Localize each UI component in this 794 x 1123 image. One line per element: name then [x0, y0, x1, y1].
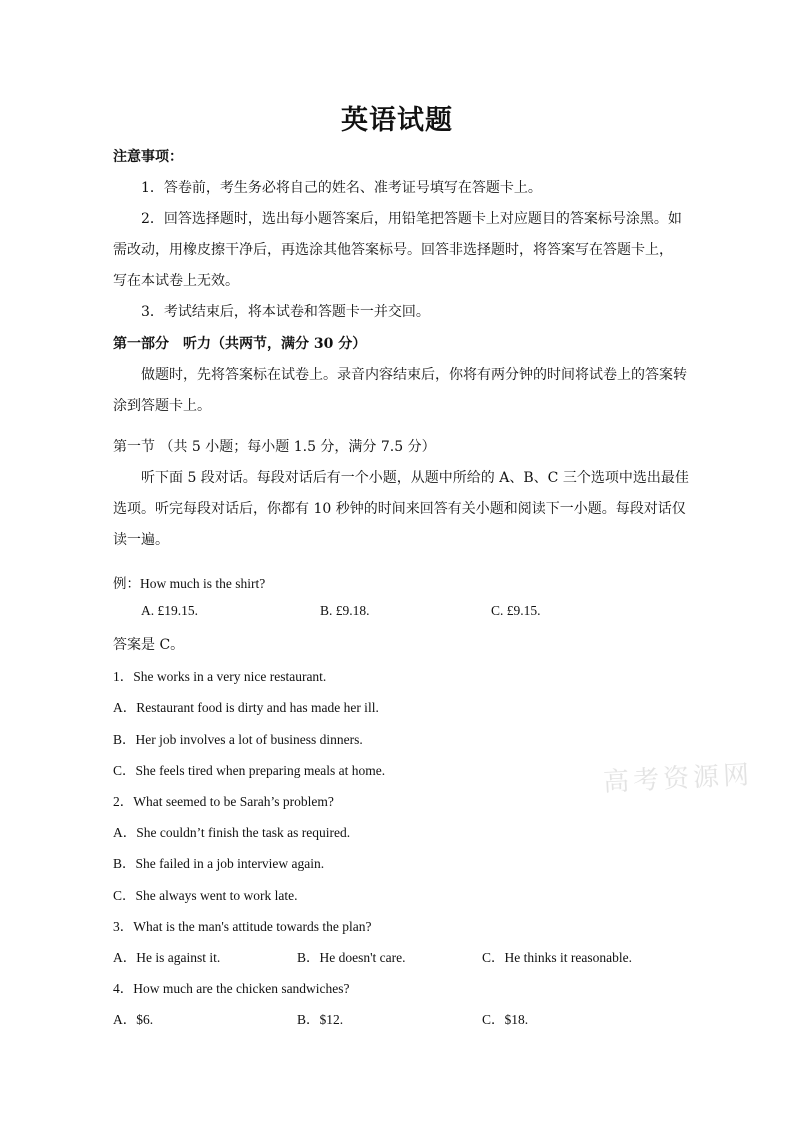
question-1-option-a: A．Restaurant food is dirty and has made her ill.	[113, 700, 379, 715]
notice-item-3: 3．考试结束后，将本试卷和答题卡一并交回。	[141, 304, 430, 320]
question-3-stem: 3．What is the man's attitude towards the plan?	[113, 919, 372, 934]
notice-item-1: 1．答卷前，考生务必将自己的姓名、准考证号填写在答题卡上。	[141, 180, 542, 196]
section1-heading: 第一节 （共 5 小题；每小题 1.5 分，满分 7.5 分）	[113, 439, 436, 455]
part1-intro-line-2: 涂到答题卡上。	[113, 398, 211, 414]
question-2-stem: 2．What seemed to be Sarah’s problem?	[113, 794, 334, 809]
notice-item-2-cont: 需改动，用橡皮擦干净后，再选涂其他答案标号。回答非选择题时，将答案写在答题卡上，	[113, 242, 673, 258]
example-answer: 答案是 C。	[113, 637, 185, 653]
notice-item-2-end: 写在本试卷上无效。	[113, 273, 239, 289]
page-title: 英语试题	[341, 105, 453, 136]
question-3-option-c: C．He thinks it reasonable.	[482, 950, 632, 965]
example-option-a: A. £19.15.	[141, 603, 198, 618]
example-question: 例：How much is the shirt?	[113, 576, 266, 591]
part1-intro-line-1: 做题时，先将答案标在试卷上。录音内容结束后，你将有两分钟的时间将试卷上的答案转	[141, 367, 687, 383]
question-2-option-c: C．She always went to work late.	[113, 888, 298, 903]
question-4-stem: 4．How much are the chicken sandwiches?	[113, 981, 350, 996]
question-2-option-b: B．She failed in a job interview again.	[113, 856, 325, 871]
question-1-option-b: B．Her job involves a lot of business dinners.	[113, 732, 363, 747]
notice-item-2: 2．回答选择题时，选出每小题答案后，用铅笔把答题卡上对应题目的答案标号涂黑。如	[141, 211, 682, 227]
question-2-option-a: A．She couldn’t finish the task as required.	[113, 825, 351, 840]
watermark: 高考资源网	[602, 760, 754, 798]
question-4-option-a: A．$6.	[113, 1012, 154, 1027]
question-3-option-b: B．He doesn't care.	[297, 950, 406, 965]
question-1-stem: 1．She works in a very nice restaurant.	[113, 669, 327, 684]
question-3-option-a: A．He is against it.	[113, 950, 221, 965]
notice-heading: 注意事项：	[113, 149, 183, 165]
part1-heading: 第一部分 听力（共两节，满分 30 分）	[113, 336, 367, 352]
example-option-c: C. £9.15.	[491, 603, 541, 618]
question-4-option-c: C．$18.	[482, 1012, 529, 1027]
section1-intro-line-2: 选项。听完每段对话后，你都有 10 秒钟的时间来回答有关小题和阅读下一小题。每段对话仅	[113, 501, 686, 517]
question-4-option-b: B．$12.	[297, 1012, 344, 1027]
example-option-b: B. £9.18.	[320, 603, 370, 618]
question-1-option-c: C．She feels tired when preparing meals at home.	[113, 763, 386, 778]
section1-intro-line-3: 读一遍。	[113, 532, 169, 548]
section1-intro-line-1: 听下面 5 段对话。每段对话后有一个小题，从题中所给的 A、B、C 三个选项中选出最佳	[141, 470, 689, 486]
